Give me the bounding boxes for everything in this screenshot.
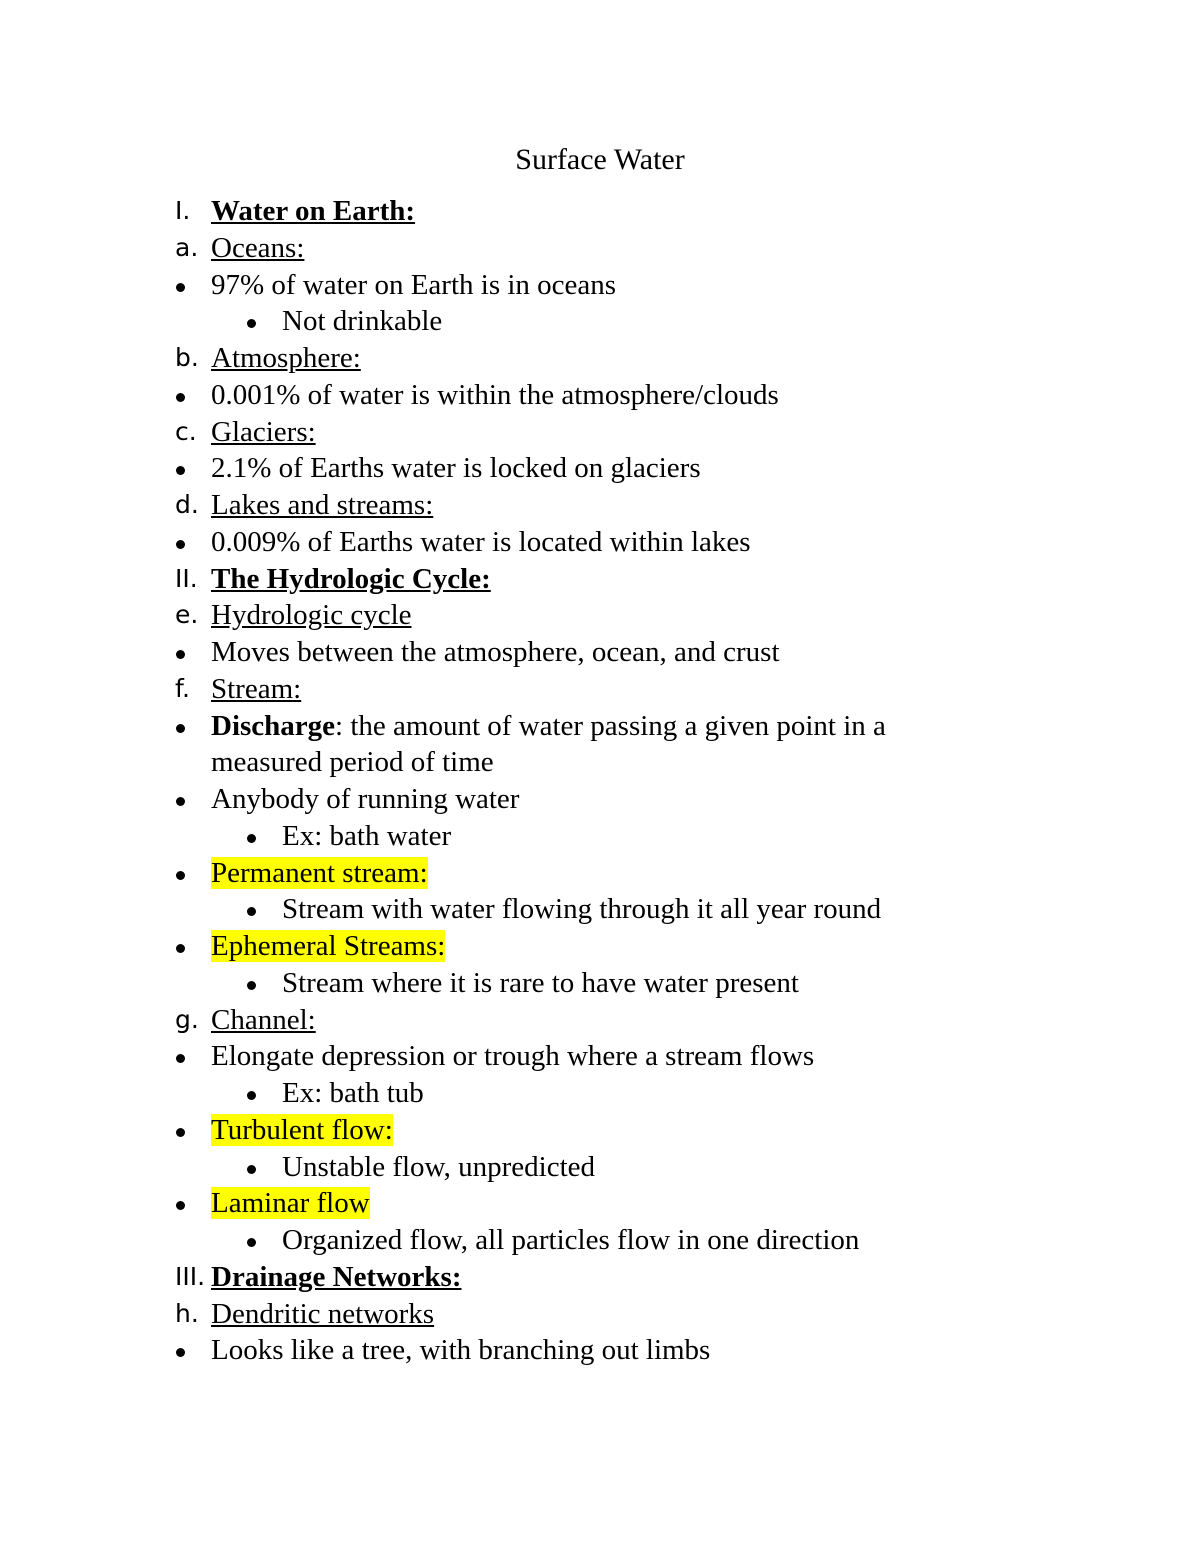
bullet-icon (247, 907, 256, 916)
bullet-icon (176, 1201, 185, 1210)
bullet-item (0, 1038, 1200, 1075)
subheading-marker: b. (175, 343, 199, 372)
bullet-icon (176, 283, 185, 292)
bullet-text (211, 928, 445, 965)
sub-bullet-item (0, 1149, 1200, 1186)
bullet-icon (247, 834, 256, 843)
bullet-text: Anybody of running water (211, 783, 520, 815)
section-heading-water-on-earth (0, 193, 1200, 230)
section-marker: I. (175, 196, 191, 225)
section-heading-text: The Hydrologic Cycle: (211, 562, 491, 595)
bullet-icon (247, 1091, 256, 1100)
sub-bullet-text: Stream with water flowing through it all year round (282, 893, 882, 926)
bullet-icon (247, 1238, 256, 1247)
subheading-text: Dendritic networks (211, 1297, 435, 1330)
term-discharge: Discharge (211, 709, 336, 742)
bullet-icon (176, 1348, 185, 1357)
bullet-item-highlighted (0, 1185, 1200, 1222)
section-heading-drainage-networks (0, 1259, 1200, 1296)
subheading-marker: c. (175, 416, 197, 446)
sub-bullet-text: Organized flow, all particles flow in one direction (282, 1224, 860, 1256)
bullet-text: Looks like a tree, with branching out limbs (211, 1334, 711, 1367)
bullet-text: 97% of water on Earth is in oceans (211, 268, 617, 301)
subheading-text: Channel: (211, 1003, 316, 1036)
bullet-icon (176, 1128, 185, 1137)
subheading-text: Oceans: (211, 231, 305, 264)
bullet-icon (176, 944, 185, 953)
bullet-text (211, 1112, 393, 1149)
sub-bullet-text: Unstable flow, unpredicted (282, 1150, 595, 1183)
highlighted-term: Ephemeral Streams: (211, 930, 446, 962)
subheading-marker: a. (175, 232, 199, 262)
highlighted-term: Turbulent flow: (211, 1113, 393, 1146)
bullet-icon (176, 797, 185, 806)
bullet-item (0, 524, 1200, 561)
sub-bullet-text: Stream where it is rare to have water present (282, 966, 799, 999)
subheading-lakes-and-streams (0, 487, 1200, 524)
bullet-text (211, 1185, 370, 1222)
bullet-item (0, 1332, 1200, 1369)
subheading-channel (0, 1002, 1200, 1039)
bullet-icon (176, 871, 185, 880)
sub-bullet-item (0, 1222, 1200, 1259)
bullet-text (211, 855, 428, 892)
outline-list (0, 193, 1200, 1369)
bullet-item-highlighted (0, 928, 1200, 965)
bullet-text: 2.1% of Earths water is locked on glaciers (211, 452, 701, 485)
sub-bullet-item (0, 303, 1200, 340)
bullet-text (211, 708, 971, 782)
page-title: Surface Water (515, 143, 685, 176)
bullet-item-discharge (0, 708, 1200, 782)
bullet-icon (176, 540, 185, 549)
subheading-atmosphere (0, 340, 1200, 377)
subheading-stream (0, 671, 1200, 708)
bullet-icon (176, 393, 185, 402)
sub-bullet-item (0, 818, 1200, 855)
bullet-item-highlighted (0, 1112, 1200, 1149)
bullet-item (0, 781, 1200, 818)
section-marker: III. (175, 1261, 206, 1291)
subheading-oceans (0, 230, 1200, 267)
subheading-text: Atmosphere: (211, 342, 361, 374)
bullet-icon (247, 1165, 256, 1174)
subheading-marker: g. (175, 1004, 199, 1034)
sub-bullet-item (0, 1075, 1200, 1112)
subheading-marker: e. (175, 600, 199, 630)
bullet-text: Moves between the atmosphere, ocean, and crust (211, 636, 780, 668)
subheading-hydrologic-cycle (0, 597, 1200, 634)
sub-bullet-text: Not drinkable (282, 305, 443, 338)
section-heading-hydrologic-cycle (0, 561, 1200, 598)
bullet-icon (176, 650, 185, 659)
subheading-text: Glaciers: (211, 415, 316, 448)
sub-bullet-item (0, 965, 1200, 1002)
subheading-marker: f. (175, 673, 190, 703)
bullet-icon (247, 981, 256, 990)
section-heading-text: Water on Earth: (211, 195, 416, 227)
section-heading-text: Drainage Networks: (211, 1260, 462, 1293)
highlighted-term: Laminar flow (211, 1187, 370, 1220)
bullet-text: 0.009% of Earths water is located within lakes (211, 525, 751, 558)
subheading-glaciers (0, 414, 1200, 451)
sub-bullet-text: Ex: bath tub (282, 1077, 424, 1109)
subheading-text: Lakes and streams: (211, 489, 434, 521)
definition-text: : the amount of water passing a given point in a measured period of time (211, 709, 886, 779)
bullet-item (0, 450, 1200, 487)
bullet-text: Elongate depression or trough where a stream flows (211, 1040, 815, 1073)
bullet-icon (247, 319, 256, 328)
subheading-marker: d. (175, 490, 199, 519)
bullet-text: 0.001% of water is within the atmosphere/clouds (211, 378, 779, 411)
subheading-dendritic-networks (0, 1296, 1200, 1333)
bullet-item (0, 634, 1200, 671)
bullet-item (0, 267, 1200, 304)
bullet-icon (176, 1054, 185, 1063)
subheading-marker: h. (175, 1298, 199, 1328)
bullet-icon (176, 724, 185, 733)
bullet-icon (176, 466, 185, 475)
bullet-item (0, 377, 1200, 414)
highlighted-term: Permanent stream: (211, 856, 428, 889)
subheading-text: Hydrologic cycle (211, 599, 412, 632)
sub-bullet-item (0, 891, 1200, 928)
bullet-item-highlighted (0, 855, 1200, 892)
sub-bullet-text: Ex: bath water (282, 819, 452, 852)
section-marker: II. (175, 563, 198, 593)
subheading-text: Stream: (211, 672, 302, 705)
